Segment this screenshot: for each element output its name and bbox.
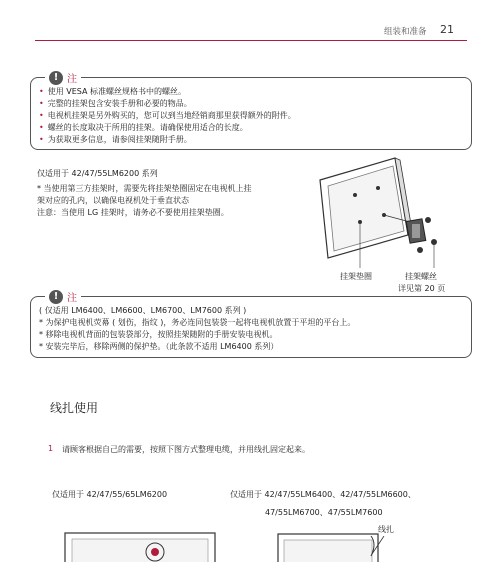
left-model-line: 仅适用于 42/47/55/65LM6200 <box>52 490 168 499</box>
note-badge <box>45 70 81 85</box>
note-item: • 完整的挂架包含安装手册和必要的物品。 <box>39 99 192 108</box>
header-rule <box>35 40 467 41</box>
wall-mount-line: 注意：当使用 LG 挂架时，请务必不要使用挂架垫圈。 <box>37 208 229 217</box>
bullet-icon: • <box>39 135 44 144</box>
note-line: ( 仅适用 LM6400、LM6600、LM6700、LM7600 系列 ) <box>39 306 247 315</box>
note-line: * 安装完毕后，移除两侧的保护垫。（此条款不适用 LM6400 系列） <box>39 342 279 351</box>
pointer-line <box>370 536 400 556</box>
section-title: 组装和准备 <box>384 27 427 37</box>
tv-cable-illustration-left <box>60 530 220 562</box>
model-line: 仅适用于 42/47/55LM6200 系列 <box>37 169 158 178</box>
bullet-icon: • <box>39 99 44 108</box>
note-item: • 电视机挂架是另外购买的，您可以到当地经销商那里获得额外的附件。 <box>39 111 296 120</box>
bullet-icon: • <box>39 111 44 120</box>
wall-mount-line: * 当使用第三方挂架时，需要先将挂架垫圈固定在电视机上挂 <box>37 184 252 193</box>
note-line: * 为保护电视机荧幕 ( 划伤，指纹 )，务必连同包装袋一起将电视机放置于平坦的平台上。 <box>39 318 356 327</box>
step-text: 请顾客根据自己的需要，按照下图方式整理电缆，并用线扎固定起来。 <box>62 445 310 454</box>
note-badge <box>45 289 81 304</box>
label-screw-ref: 详见第 20 页 <box>398 284 446 293</box>
tv-cable-illustration-right <box>275 532 385 562</box>
note-item: • 使用 VESA 标准螺丝规格书中的螺丝。 <box>39 87 187 96</box>
tv-back-illustration <box>300 150 470 270</box>
note-list <box>39 86 296 146</box>
wall-mount-line: 架对应的孔内，以确保电视机处于垂直状态 <box>37 196 189 205</box>
note-box-2 <box>30 291 472 358</box>
label-cable-tie: 线扎 <box>378 525 394 534</box>
exclamation-icon: ! <box>49 71 63 85</box>
note-item: • 为获取更多信息，请参阅挂架随附手册。 <box>39 135 192 144</box>
label-spacer: 挂架垫圈 <box>340 272 372 281</box>
note-title: 注 <box>67 293 77 304</box>
bullet-icon: • <box>39 87 44 96</box>
bullet-icon: • <box>39 123 44 132</box>
note-list <box>39 305 355 353</box>
note-box-1 <box>30 72 472 150</box>
section-heading: 线扎使用 <box>50 401 99 415</box>
note-line: * 移除电视机背面的包装袋部分，按照挂架随附的手册安装电视机。 <box>39 330 278 339</box>
right-model-line: 仅适用于 42/47/55LM6400、42/47/55LM6600、 <box>230 490 416 499</box>
note-title: 注 <box>67 74 77 85</box>
page-number: 21 <box>440 23 454 36</box>
exclamation-icon: ! <box>49 290 63 304</box>
right-model-line: 47/55LM6700、47/55LM7600 <box>265 508 383 517</box>
step-number: 1 <box>48 444 54 453</box>
label-screw: 挂架螺丝 <box>405 272 437 281</box>
note-item: • 螺丝的长度取决于所用的挂架。请确保使用适合的长度。 <box>39 123 248 132</box>
